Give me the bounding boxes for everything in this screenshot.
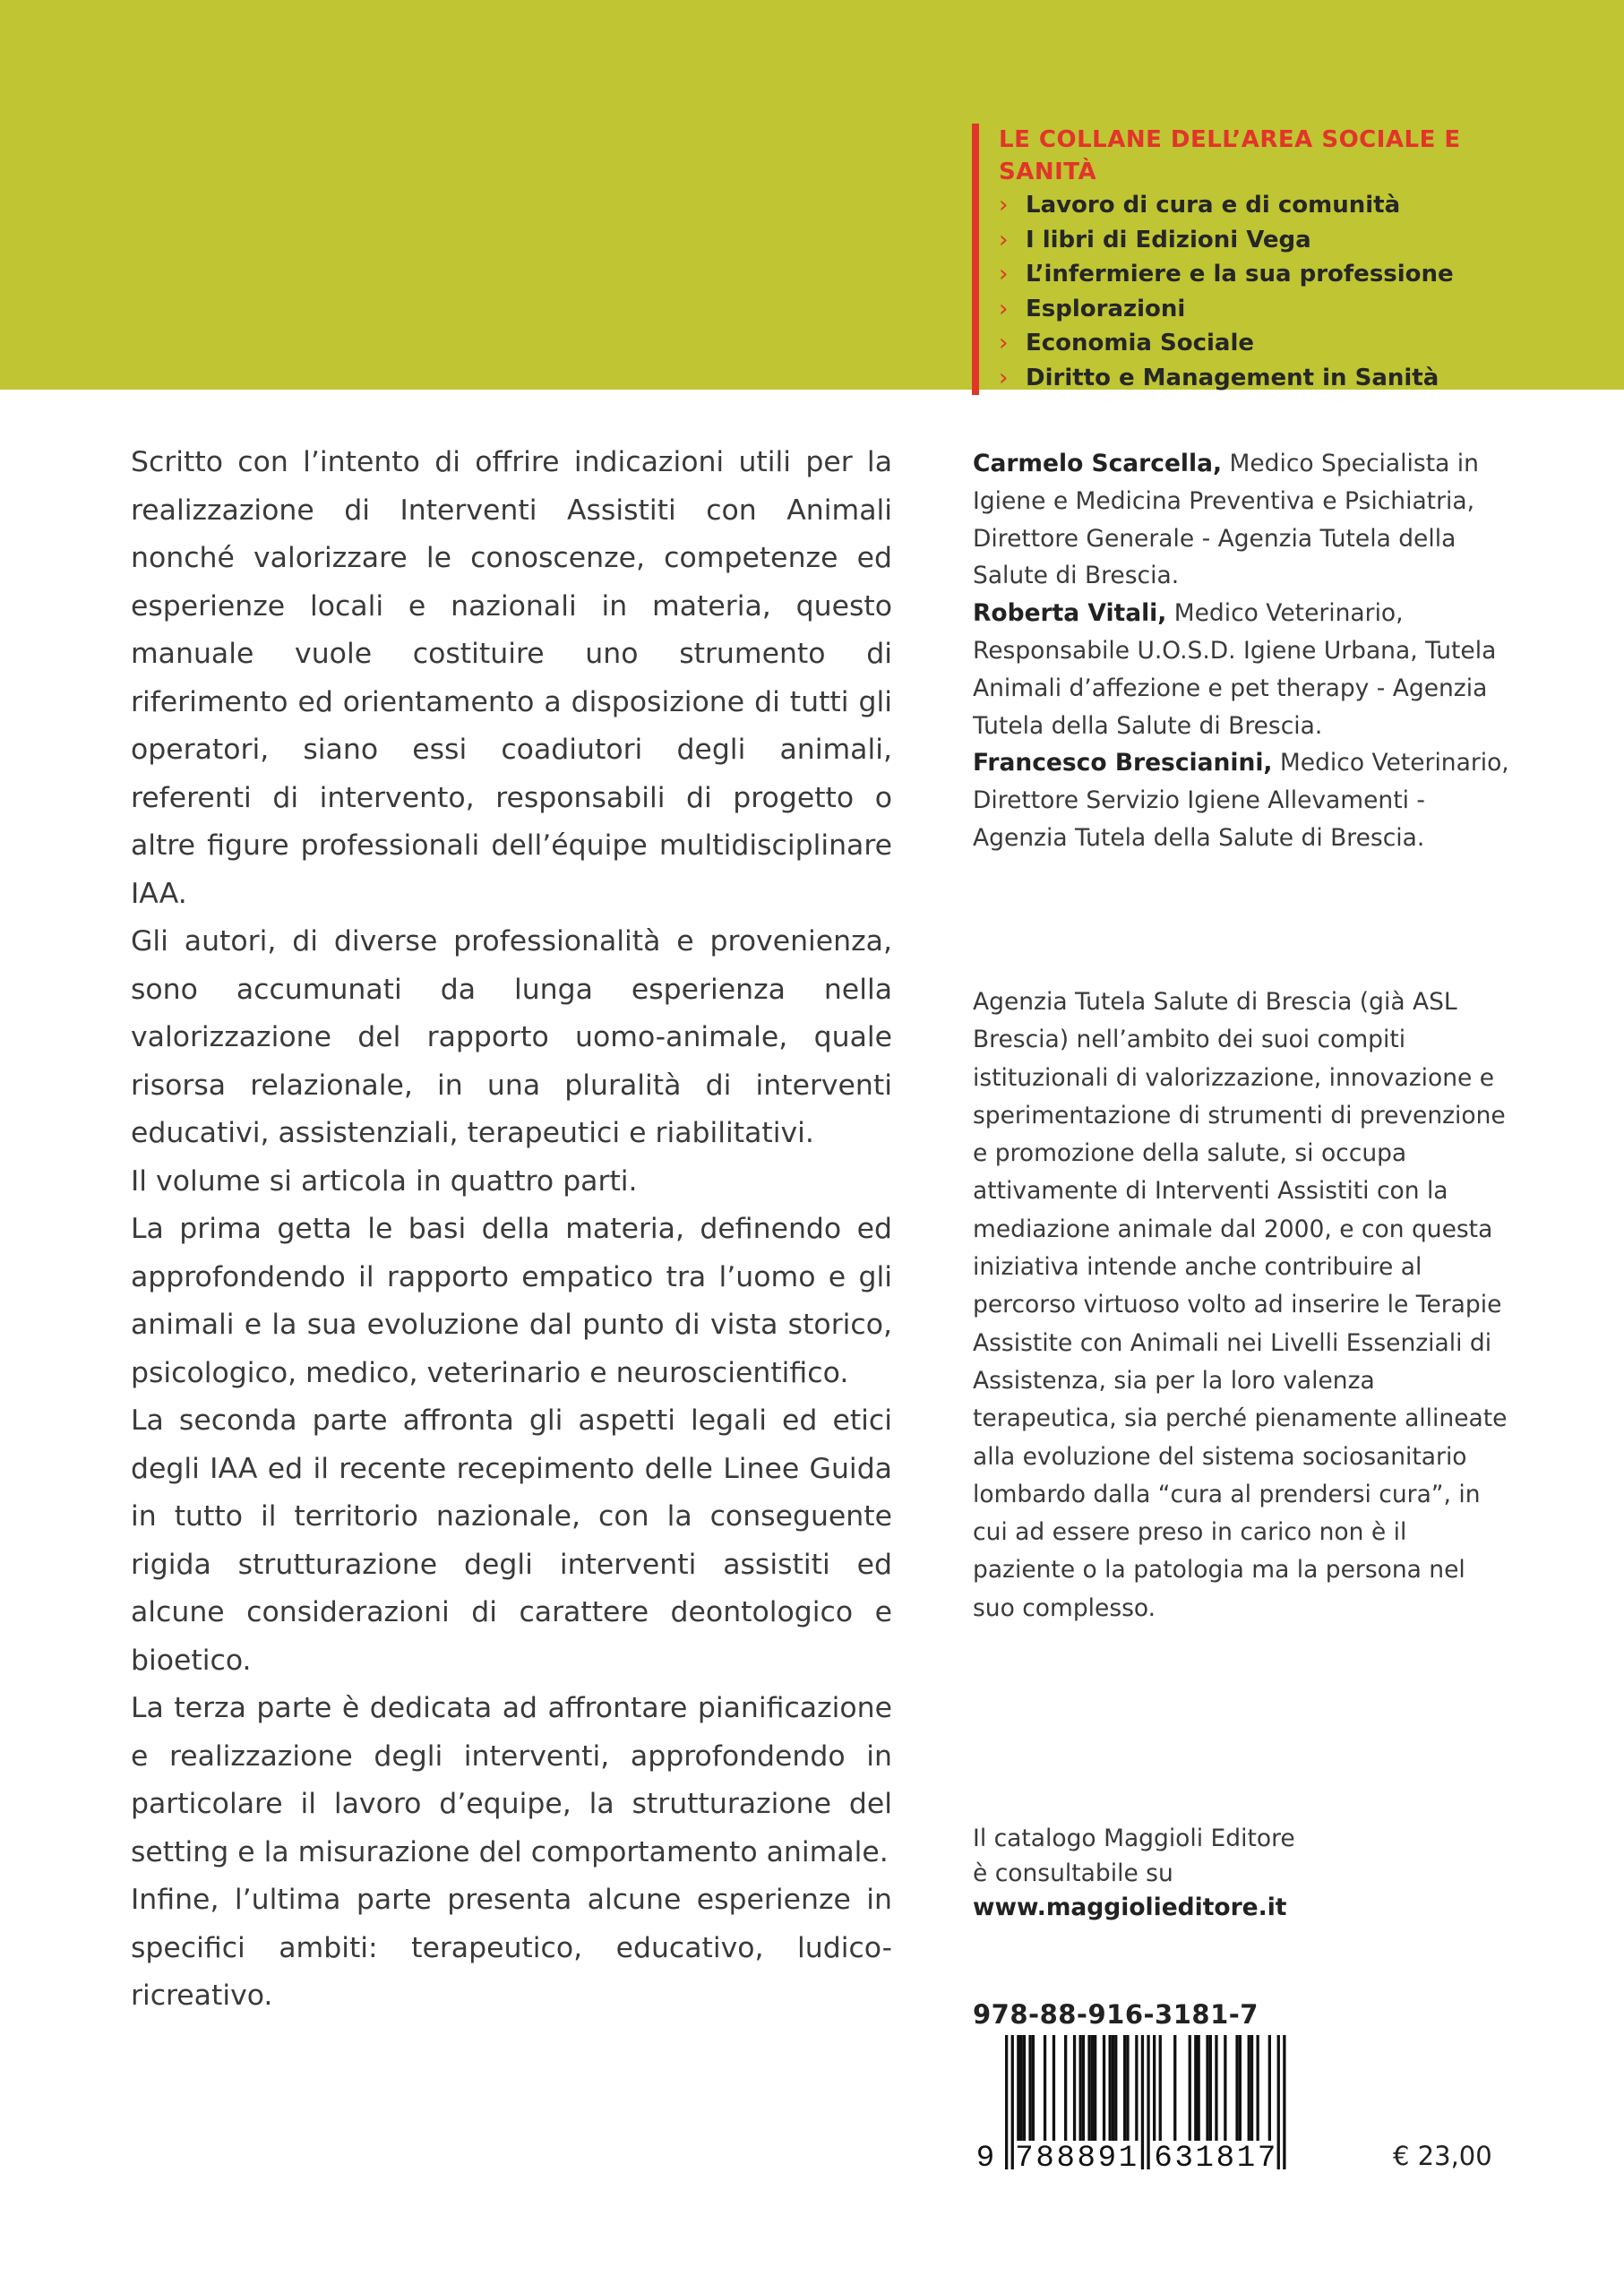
catalog-info (973, 1822, 1510, 1926)
catalog-line: Il catalogo Maggioli Editore (973, 1825, 1295, 1852)
barcode-bar (1173, 2035, 1176, 2141)
barcode-bar (1109, 2035, 1112, 2141)
barcode-bar (1283, 2035, 1285, 2169)
description-paragraph: Gli autori, di diverse professionalità e provenienza, sono accumunati da lunga esperienza nella valorizzazione del rapporto uomo-animale, quale risorsa relazionale, in una pluralità di interventi educativi, assistenziali, terapeutici e riabilitativi. (131, 925, 892, 1149)
barcode-bar (1257, 2035, 1259, 2141)
series-title: LE COLLANE DELL’AREA SOCIALE E SANITÀ (999, 126, 1461, 185)
barcode-bar (1224, 2035, 1226, 2141)
author-bio: Medico Specialista in Igiene e Medicina Preventiva e Psichiatria, Direttore Generale - Agenzia Tutela della Salute di Brescia. (973, 450, 1479, 590)
isbn-number: 978-88-916-3181-7 (973, 1999, 1259, 2030)
barcode-digit: 9 (975, 2142, 995, 2169)
series-item: › I libri di Edizioni Vega (999, 223, 1554, 258)
barcode-digit: 8 (1056, 2142, 1075, 2169)
barcode-bar (1020, 2035, 1023, 2141)
barcode-bar (1141, 2035, 1144, 2169)
author-entry (973, 744, 1510, 856)
series-item: › Lavoro di cura e di comunità (999, 188, 1554, 223)
barcode-digit: 7 (1257, 2142, 1276, 2169)
description-paragraph: La prima getta le basi della materia, definendo ed approfondendo il rapporto empatico tra l’uomo e gli animali e la sua evoluzione dal punto di vista storico, psicologico, medico, veterinario e neuroscientifico. (131, 1213, 892, 1389)
barcode-digit: 9 (1097, 2142, 1117, 2169)
barcode-bar (1206, 2035, 1208, 2141)
author-name: Francesco Brescianini, (973, 749, 1273, 777)
barcode-bar (1198, 2035, 1200, 2141)
barcode-bar (1235, 2035, 1238, 2141)
series-item: › Diritto e Management in Sanità (999, 361, 1554, 396)
barcode-bar (1123, 2035, 1126, 2141)
series-item: › Esplorazioni (999, 292, 1554, 327)
author-entry (973, 595, 1510, 744)
chevron-right-icon: › (999, 330, 1009, 356)
description-paragraph: Infine, l’ultima parte presenta alcune esperienze in specifici ambiti: terapeutico, educativo, ludico-ricreativo. (131, 1884, 892, 2012)
top-color-band (0, 0, 1624, 390)
barcode-digit: 6 (1154, 2142, 1173, 2169)
author-entry (973, 445, 1510, 595)
barcode-bar (1135, 2035, 1138, 2141)
barcode-digit: 8 (1035, 2142, 1054, 2169)
barcode-bar (1215, 2035, 1217, 2141)
description-paragraph: La seconda parte affronta gli aspetti legali ed etici degli IAA ed il recente recepimento delle Linee Guida in tutto il territorio nazionale, con la conseguente rigida strutturazione degli interventi assistiti ed alcune considerazioni di carattere deontologico e bioetico. (131, 1404, 892, 1677)
chevron-right-icon: › (999, 192, 1009, 219)
barcode-bar (1023, 2035, 1026, 2141)
author-bio: Medico Veterinario, Responsabile U.O.S.D. Igiene Urbana, Tutela Animali d’affezione e pet therapy - Agenzia Tutela della Salute di Brescia. (973, 599, 1497, 740)
authors-block (973, 445, 1510, 857)
series-list (999, 188, 1554, 395)
barcode-bar (1153, 2035, 1156, 2141)
price-label: € 23,00 (1393, 2141, 1492, 2171)
barcode-digit: 1 (1236, 2142, 1256, 2169)
barcode-bar (1268, 2035, 1271, 2141)
barcode-bar (1103, 2035, 1105, 2141)
barcode-bar (1239, 2035, 1242, 2141)
barcode-bar (1194, 2035, 1197, 2141)
barcode-digit: 8 (1216, 2142, 1235, 2169)
barcode-digit: 1 (1195, 2142, 1214, 2169)
barcode-bar (1250, 2035, 1253, 2141)
barcode-bar (1091, 2035, 1094, 2141)
barcode-bar (1028, 2035, 1031, 2141)
barcode-bar (1126, 2035, 1129, 2141)
chevron-right-icon: › (999, 226, 1009, 253)
barcode-bar (1064, 2035, 1067, 2141)
barcode-bar (1073, 2035, 1076, 2141)
barcode-bar (1005, 2035, 1008, 2169)
description-paragraph: La terza parte è dedicata ad affrontare pianificazione e realizzazione degli interventi, approfondendo in particolare il lavoro d’equipe, la strutturazione del setting e la misurazione del comportamento animale. (131, 1692, 892, 1868)
barcode-bar (1032, 2035, 1035, 2141)
barcode-bar (1094, 2035, 1096, 2141)
author-name: Carmelo Scarcella, (973, 450, 1223, 477)
agency-description: Agenzia Tutela Salute di Brescia (già ASL Brescia) nell’ambito dei suoi compiti istituzionali di valorizzazione, innovazione e sperimentazione di strumenti di prevenzione e promozione della salute, si occupa attivamente di Interventi Assistiti con la mediazione animale dal 2000, e con questa iniziativa intende anche contribuire al percorso virtuoso volto ad inserire le Terapie Assistite con Animali nei Livelli Essenziali di Assistenza, sia per la loro valenza terapeutica, sia perché pienamente allineate alla evoluzione del sistema sociosanitario lombardo dalla “cura al prendersi cura”, in cui ad essere preso in carico non è il paziente o la patologia ma la persona nel suo complesso. (973, 988, 1508, 1622)
barcode-bar (1189, 2035, 1191, 2141)
barcode-bar (1087, 2035, 1090, 2141)
barcode-bar (1079, 2035, 1082, 2141)
description-paragraph: Il volume si articola in quattro parti. (131, 1164, 638, 1198)
chevron-right-icon: › (999, 295, 1009, 322)
series-item: › Economia Sociale (999, 326, 1554, 361)
barcode-digit: 3 (1174, 2142, 1193, 2169)
barcode-bar (1248, 2035, 1250, 2141)
barcode-digit: 1 (1118, 2142, 1138, 2169)
barcode-bar (1082, 2035, 1085, 2141)
catalog-line: è consultabile su (973, 1859, 1173, 1887)
series-list-box (972, 124, 1554, 395)
barcode-bar (1209, 2035, 1212, 2141)
series-item: › L’infermiere e la sua professione (999, 257, 1554, 292)
barcode-bar (1159, 2035, 1162, 2141)
isbn-barcode (973, 2035, 1310, 2169)
barcode-bar (1044, 2035, 1046, 2141)
barcode-bar (1277, 2035, 1280, 2169)
chevron-right-icon: › (999, 261, 1009, 288)
barcode-bar (1112, 2035, 1114, 2141)
barcode-digit: 7 (1015, 2142, 1034, 2169)
barcode-bar (1017, 2035, 1019, 2141)
barcode-digit: 8 (1077, 2142, 1096, 2169)
barcode-bar (1147, 2035, 1149, 2169)
chevron-right-icon: › (999, 364, 1009, 391)
barcode-bar (1011, 2035, 1014, 2169)
description-paragraph: Scritto con l’intento di offrire indicazioni utili per la realizzazione di Interventi Assistiti con Animali nonché valorizzare le conoscenze, competenze ed esperienze locali e nazionali in materia, questo manuale vuole costituire uno strumento di riferimento ed orientamento a disposizione di tutti gli operatori, siano essi coadiutori degli animali, referenti di intervento, responsabili di progetto o altre figure professionali dell’équipe multidisciplinare IAA. (131, 446, 892, 910)
publisher-website-link[interactable]: www.maggiolieditore.it (973, 1894, 1287, 1921)
author-name: Roberta Vitali, (973, 599, 1167, 628)
author-bio: Medico Veterinario, Direttore Servizio Igiene Allevamenti - Agenzia Tutela della Salute di Brescia. (973, 749, 1509, 852)
barcode-bar (1114, 2035, 1117, 2141)
book-description (131, 439, 892, 2021)
barcode-bar (1053, 2035, 1055, 2141)
